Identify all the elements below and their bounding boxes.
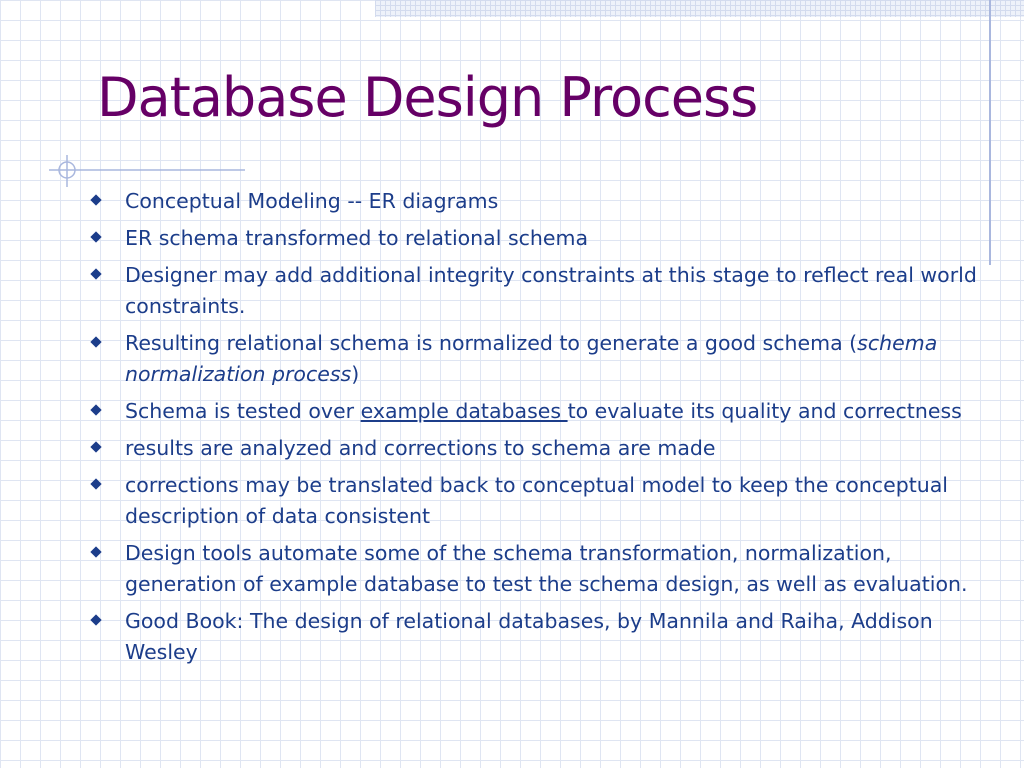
- bullet-item-corrections-translated: [90, 470, 990, 532]
- bullet-text: ER schema transformed to relational schema: [125, 226, 589, 250]
- example-databases-link[interactable]: example databases: [360, 399, 568, 423]
- diamond-bullet-icon: [90, 478, 101, 489]
- bullet-text: corrections may be translated back to conceptual model to keep the conceptual description of data consistent: [125, 473, 948, 528]
- diamond-bullet-icon: [90, 614, 101, 625]
- diamond-bullet-icon: [90, 194, 101, 205]
- bullet-item-er-schema: [90, 223, 990, 254]
- bullet-item-normalization: [90, 328, 990, 390]
- diamond-bullet-icon: [90, 268, 101, 279]
- crosshair-ornament-icon: [45, 155, 250, 187]
- bullet-item-design-tools: [90, 538, 990, 600]
- bullet-list: [90, 186, 990, 674]
- diamond-bullet-icon: [90, 546, 101, 557]
- bullet-item-good-book: [90, 606, 990, 668]
- bullet-item-schema-tested: [90, 396, 990, 427]
- bullet-text: results are analyzed and corrections to schema are made: [125, 436, 716, 460]
- bullet-text-pre: Resulting relational schema is normalized to generate a good schema (: [125, 331, 858, 355]
- bullet-text-italic: schema normalization process: [125, 331, 938, 386]
- bullet-text-post: to evaluate its quality and correctness: [567, 399, 962, 423]
- diamond-bullet-icon: [90, 231, 101, 242]
- diamond-bullet-icon: [90, 404, 101, 415]
- bullet-text: Good Book: The design of relational databases, by Mannila and Raiha, Addison Wesley: [125, 609, 933, 664]
- bullet-item-integrity-constraints: [90, 260, 990, 322]
- bullet-text: Design tools automate some of the schema transformation, normalization, generation of example database to test the schema design, as well as evaluation.: [125, 541, 968, 596]
- bullet-text-pre: Schema is tested over: [125, 399, 361, 423]
- top-decorative-band: [375, 0, 1024, 17]
- bullet-text: Designer may add additional integrity constraints at this stage to reflect real world constraints.: [125, 263, 977, 318]
- diamond-bullet-icon: [90, 441, 101, 452]
- slide-title: Database Design Process: [97, 66, 758, 129]
- diamond-bullet-icon: [90, 336, 101, 347]
- bullet-text: Conceptual Modeling -- ER diagrams: [125, 189, 499, 213]
- bullet-item-conceptual-modeling: [90, 186, 990, 217]
- bullet-item-results-analyzed: [90, 433, 990, 464]
- bullet-text-post: ): [351, 362, 360, 386]
